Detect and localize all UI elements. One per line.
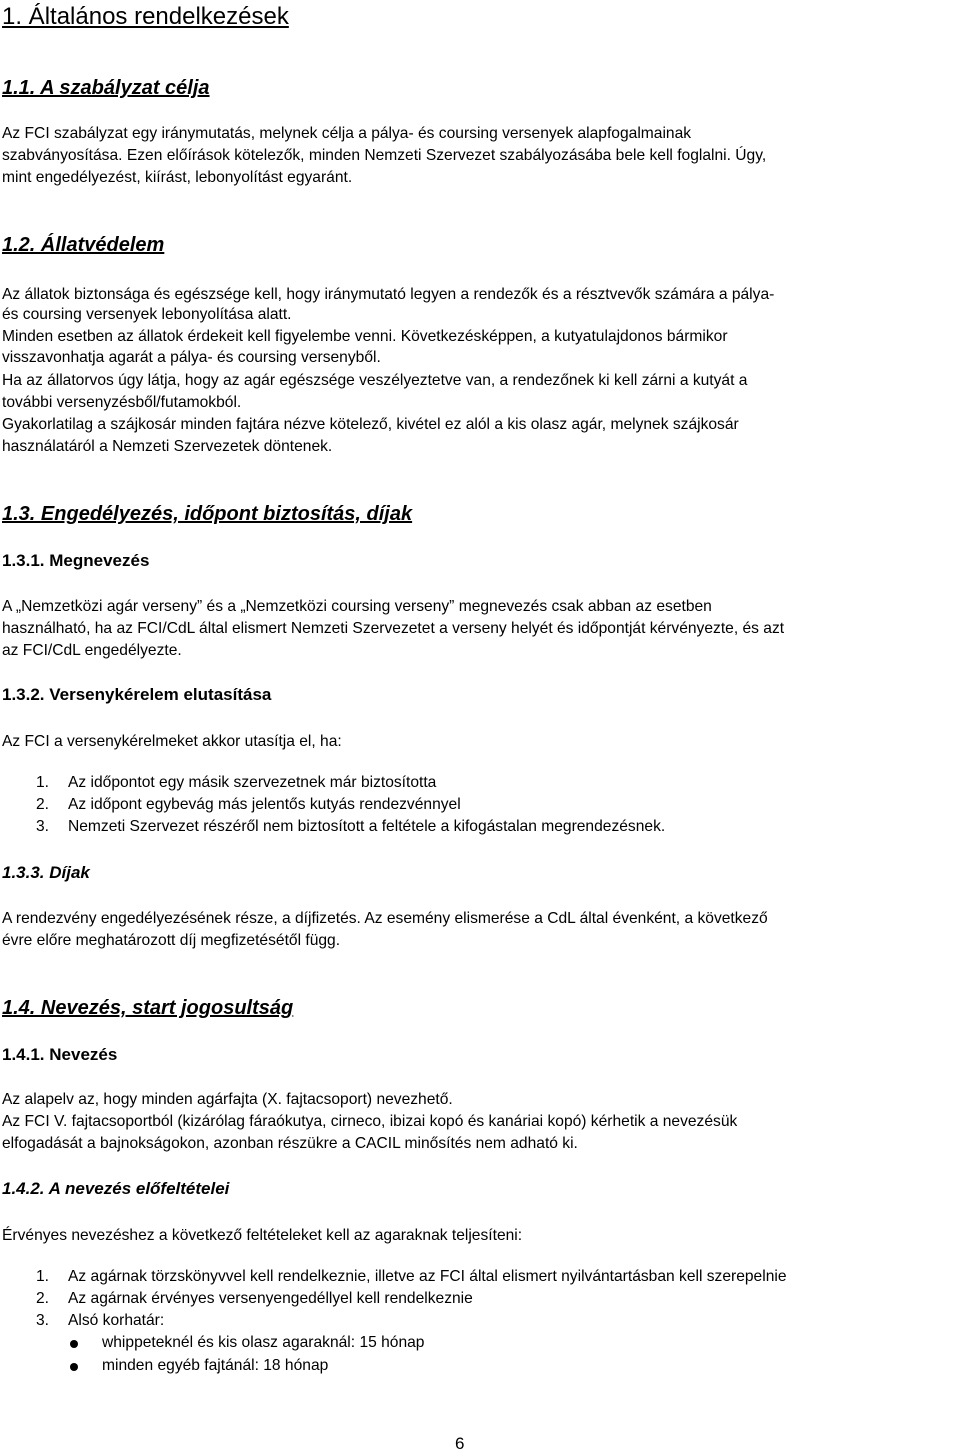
paragraph-line: Ha az állatorvos úgy látja, hogy az agár egészsége veszélyeztetve van, a rendezőnek ki kell zárni a kutyát a [2,372,748,389]
list-number: 2. [36,1290,50,1307]
section-1-3-2-heading: 1.3.2. Versenykérelem elutasítása [2,685,272,704]
list-number: 1. [36,1268,50,1285]
paragraph-line: Az alapelv az, hogy minden agárfajta (X. fajtacsoport) nevezhető. [2,1091,453,1108]
paragraph-line: Minden esetben az állatok érdekeit kell figyelembe venni. Következésképpen, a kutyatulajdonos bármikor [2,328,728,345]
paragraph-line: Az FCI a versenykérelmeket akkor utasítja el, ha: [2,733,342,750]
paragraph-line: Érvényes nevezéshez a következő feltételeket kell az agaraknak teljesíteni: [2,1227,523,1244]
list-item: Alsó korhatár: [68,1312,165,1329]
list-item: Az időpont egybevág más jelentős kutyás rendezvénnyel [68,796,461,813]
page-number: 6 [455,1434,465,1453]
bullet-item: whippeteknél és kis olasz agaraknál: 15 hónap [102,1334,425,1351]
paragraph-line: Az FCI V. fajtacsoportból (kizárólag fáraókutya, cirneco, ibizai kopó és kanáriai kopó) kérhetik a nevezésük [2,1113,738,1130]
paragraph-line: mint engedélyezést, kiírást, lebonyolítást egyaránt. [2,169,353,186]
paragraph-line: használatáról a Nemzeti Szervezetek döntenek. [2,438,333,455]
list-number: 1. [36,774,50,791]
list-number: 3. [36,1312,50,1329]
paragraph-line: használható, ha az FCI/CdL által elismert Nemzeti Szervezetet a verseny helyét és időpontját kérvényezte, és azt [2,620,785,637]
paragraph-line: visszavonhatja agarát a pálya- és coursing versenyből. [2,349,381,366]
section-1-heading: 1. Általános rendelkezések [2,3,289,30]
section-1-3-1-heading: 1.3.1. Megnevezés [2,551,150,570]
section-1-3-3-heading: 1.3.3. Díjak [2,863,90,882]
paragraph-line: és coursing versenyek lebonyolítása alatt. [2,306,292,323]
paragraph-line: elfogadását a bajnokságokon, azonban részükre a CACIL minősítés nem adható ki. [2,1135,578,1152]
section-1-1-heading: 1.1. A szabályzat célja [2,77,210,99]
paragraph-line: Az állatok biztonsága és egészsége kell, hogy iránymutató legyen a rendezők és a résztvevők számára a pálya- [2,286,775,303]
paragraph-line: A „Nemzetközi agár verseny” és a „Nemzetközi coursing verseny” megnevezés csak abban az esetben [2,598,712,615]
list-item: Nemzeti Szervezet részéről nem biztosított a feltétele a kifogástalan megrendezésnek. [68,818,666,835]
bullet-icon [70,1363,78,1371]
bullet-item: minden egyéb fajtánál: 18 hónap [102,1357,329,1374]
list-item: Az időpontot egy másik szervezetnek már biztosította [68,774,437,791]
section-1-4-heading: 1.4. Nevezés, start jogosultság [2,997,294,1019]
bullet-icon [70,1340,78,1348]
section-1-4-1-heading: 1.4.1. Nevezés [2,1045,118,1064]
paragraph-line: Az FCI szabályzat egy iránymutatás, melynek célja a pálya- és coursing versenyek alapfogalmainak [2,125,692,142]
paragraph-line: további versenyzésből/futamokból. [2,394,242,411]
list-number: 2. [36,796,50,813]
section-1-4-2-heading: 1.4.2. A nevezés előfeltételei [2,1179,230,1198]
section-1-3-heading: 1.3. Engedélyezés, időpont biztosítás, díjak [2,503,413,525]
paragraph-line: évre előre meghatározott díj megfizetésétől függ. [2,932,341,949]
list-item: Az agárnak érvényes versenyengedéllyel kell rendelkeznie [68,1290,473,1307]
list-item: Az agárnak törzskönyvvel kell rendelkeznie, illetve az FCI által elismert nyilvántartásban kell szerepelnie [68,1268,787,1285]
section-1-2-heading: 1.2. Állatvédelem [2,234,165,256]
list-number: 3. [36,818,50,835]
paragraph-line: Gyakorlatilag a szájkosár minden fajtára nézve kötelező, kivétel ez alól a kis olasz agár, melynek szájkosár [2,416,739,433]
paragraph-line: A rendezvény engedélyezésének része, a díjfizetés. Az esemény elismerése a CdL által évenként, a következő [2,910,768,927]
paragraph-line: szabványosítása. Ezen előírások kötelezők, minden Nemzeti Szervezet szabályozásába bele kell foglalni. Úgy, [2,147,767,164]
paragraph-line: az FCI/CdL engedélyezte. [2,642,182,659]
